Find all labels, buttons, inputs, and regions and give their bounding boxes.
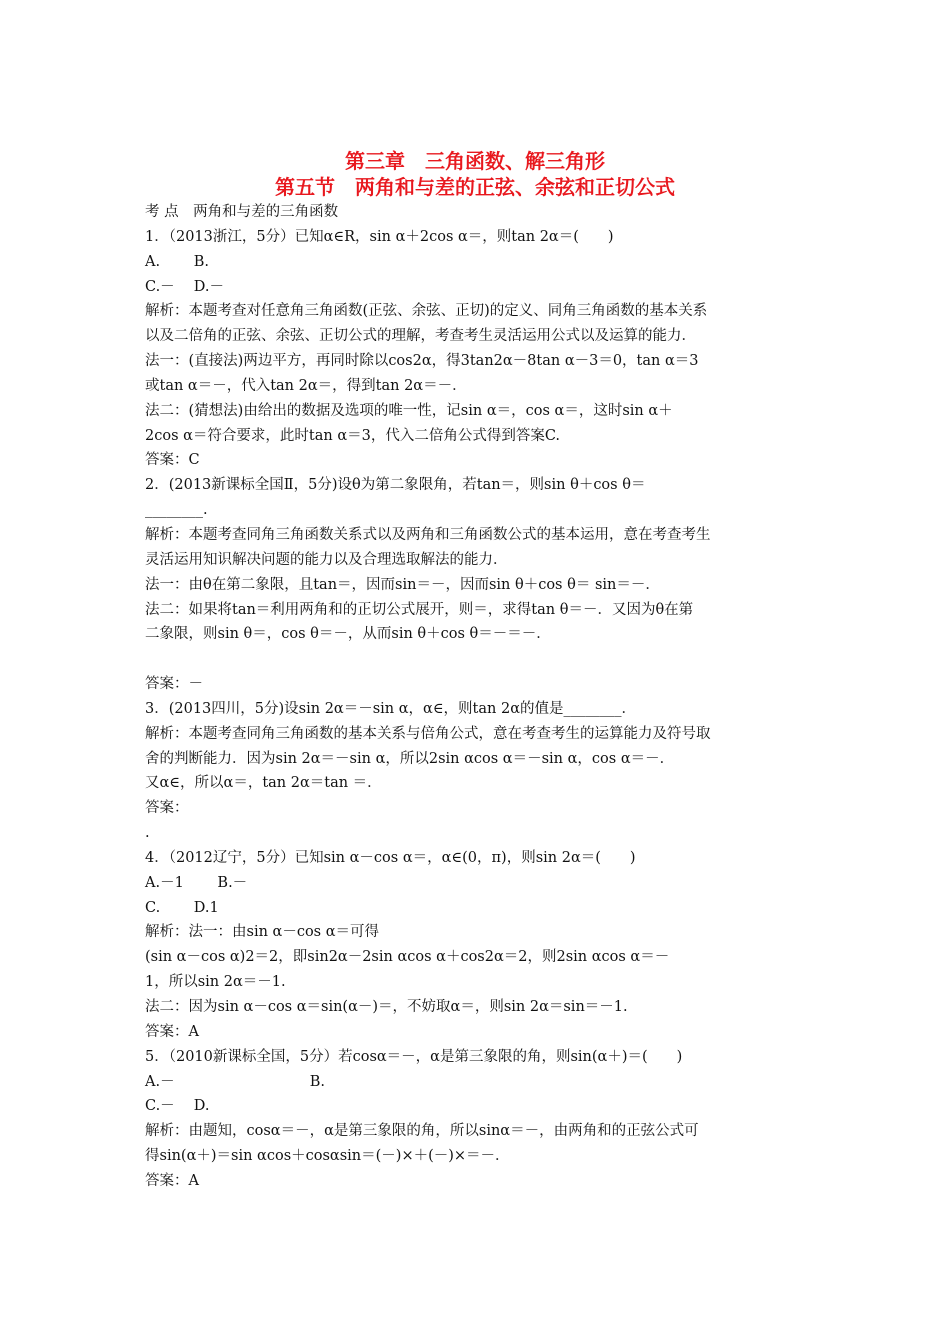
text-line: 法一：(直接法)两边平方，再同时除以cos2α，得3tan2α－8tan α－3＝0，tan α＝3 [145,353,699,370]
text-line: 答案：A [145,1023,199,1040]
text-line: 3．(2013四川，5分)设sin 2α＝－sin α，α∈，则tan 2α的值是________． [145,700,636,717]
text-line: 4．（2012辽宁，5分）已知sin α－cos α＝，α∈(0，π)，则sin 2α＝( ) [145,849,636,866]
text-line: C.－ D. [145,1098,210,1115]
text-line: 解析：法一：由sin α－cos α＝可得 [145,924,380,941]
text-line: (sin α－cos α)2＝2，即sin2α－2sin αcos α＋cos2α＝2，则2sin αcos α＝－ [145,949,670,966]
text-line: A.－ B. [145,1073,325,1090]
text-line: C. D.1 [145,899,219,916]
chapter-title: 第三章 三角函数、解三角形 [345,149,605,173]
text-line: 答案：A [145,1172,199,1189]
text-line: 法二：因为sin α－cos α＝sin(α－)＝，不妨取α＝，则sin 2α＝sin＝－1. [145,999,628,1015]
section-title: 第五节 两角和与差的正弦、余弦和正切公式 [275,175,675,199]
text-line: 考 点 两角和与差的三角函数 [145,204,339,220]
text-line: 解析：本题考查同角三角函数关系式以及两角和三角函数公式的基本运用，意在考查考生 [145,526,711,543]
text-line: 解析：本题考查对任意角三角函数(正弦、余弦、正切)的定义、同角三角函数的基本关系 [145,303,708,320]
text-line: 2cos α＝符合要求，此时tan α＝3，代入二倍角公式得到答案C. [145,427,561,444]
text-line: 得sin(α＋)＝sin αcos＋cosαsin＝(－)×＋(－)×＝－． [145,1148,510,1165]
text-line [145,647,811,672]
text-line: 灵活运用知识解决问题的能力以及合理选取解法的能力． [145,551,508,568]
text-line: A. B. [145,253,209,270]
text-line: 答案：－ [145,676,203,693]
text-line: C.－ D.－ [145,278,225,295]
text-line: 或tan α＝－，代入tan 2α＝，得到tan 2α＝－． [145,377,467,394]
text-line: 二象限，则sin θ＝，cos θ＝－，从而sin θ＋cos θ＝－＝－． [145,626,551,643]
text-line: 法二：(猜想法)由给出的数据及选项的唯一性，记sin α＝，cos α＝，这时sin α＋ [145,402,673,419]
text-line: 解析：本题考查同角三角函数的基本关系与倍角公式，意在考查考生的运算能力及符号取 [145,725,711,742]
text-line: 又α∈，所以α＝，tan 2α＝tan ＝． [145,775,382,792]
text-line: 舍的判断能力．因为sin 2α＝－sin α，所以2sin αcos α＝－sin α，cos α＝－． [145,750,675,767]
text-line: 法二：如果将tan＝利用两角和的正切公式展开，则＝，求得tan θ＝－．又因为θ在第 [145,601,694,618]
document-body [145,200,811,1194]
text-line: 2．(2013新课标全国Ⅱ，5分)设θ为第二象限角，若tan＝，则sin θ＋cos θ＝ [145,477,646,494]
text-line: 法一：由θ在第二象限，且tan＝，因而sin＝－，因而sin θ＋cos θ＝ sin＝－． [145,576,660,593]
title-block [0,148,950,200]
text-line: 解析：由题知，cosα＝－，α是第三象限的角，所以sinα＝－，由两角和的正弦公式可 [145,1123,699,1140]
text-line: ________. [145,502,208,519]
text-line: A.－1 B.－ [145,874,248,891]
text-line: 答案： [145,800,189,817]
text-line: 1．（2013浙江，5分）已知α∈R，sin α＋2cos α＝，则tan 2α＝( ) [145,228,614,245]
text-line: 5．（2010新课标全国，5分）若cosα＝－，α是第三象限的角，则sin(α＋)＝( ) [145,1048,683,1065]
text-line: 答案：C [145,452,200,469]
text-line: 1，所以sin 2α＝－1. [145,974,286,991]
text-line: 以及二倍角的正弦、余弦、正切公式的理解，考查考生灵活运用公式以及运算的能力． [145,328,696,345]
text-line: . [145,825,150,842]
